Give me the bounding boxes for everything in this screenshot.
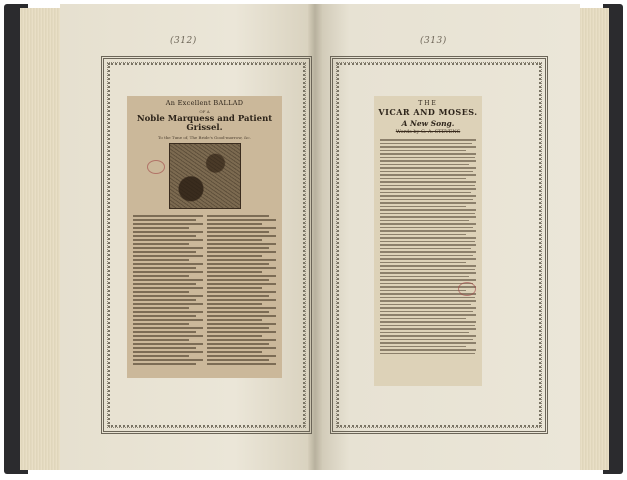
ballad-tune: To the Tune of, The Bride's Good-morrow, &c. — [158, 135, 251, 140]
ballad-heading: THE — [418, 100, 438, 107]
verse-column-left — [133, 213, 203, 367]
library-stamp — [147, 160, 165, 174]
ballad-subtitle: A New Song. — [401, 119, 455, 128]
ballad-title: Noble Marquess and Patient Grissel. — [136, 114, 273, 133]
right-page-number: (313) — [420, 36, 447, 46]
left-page-number: (312) — [170, 36, 197, 46]
ballad-verses — [374, 139, 482, 354]
ballad-verses — [127, 209, 282, 367]
ballad-sheet-vicar — [374, 96, 482, 386]
ballad-sheet-grissel — [127, 96, 282, 378]
verse-column-right — [207, 213, 277, 367]
ballad-heading: An Excellent BALLAD — [165, 99, 244, 107]
library-stamp — [458, 282, 476, 296]
woodcut-illustration — [169, 143, 241, 209]
ballad-connector: OF A — [199, 109, 210, 114]
ballad-title: VICAR AND MOSES. — [378, 107, 478, 117]
ballad-author: Words by G. A. STEVENS — [395, 129, 461, 135]
page-edges-right — [575, 8, 609, 470]
